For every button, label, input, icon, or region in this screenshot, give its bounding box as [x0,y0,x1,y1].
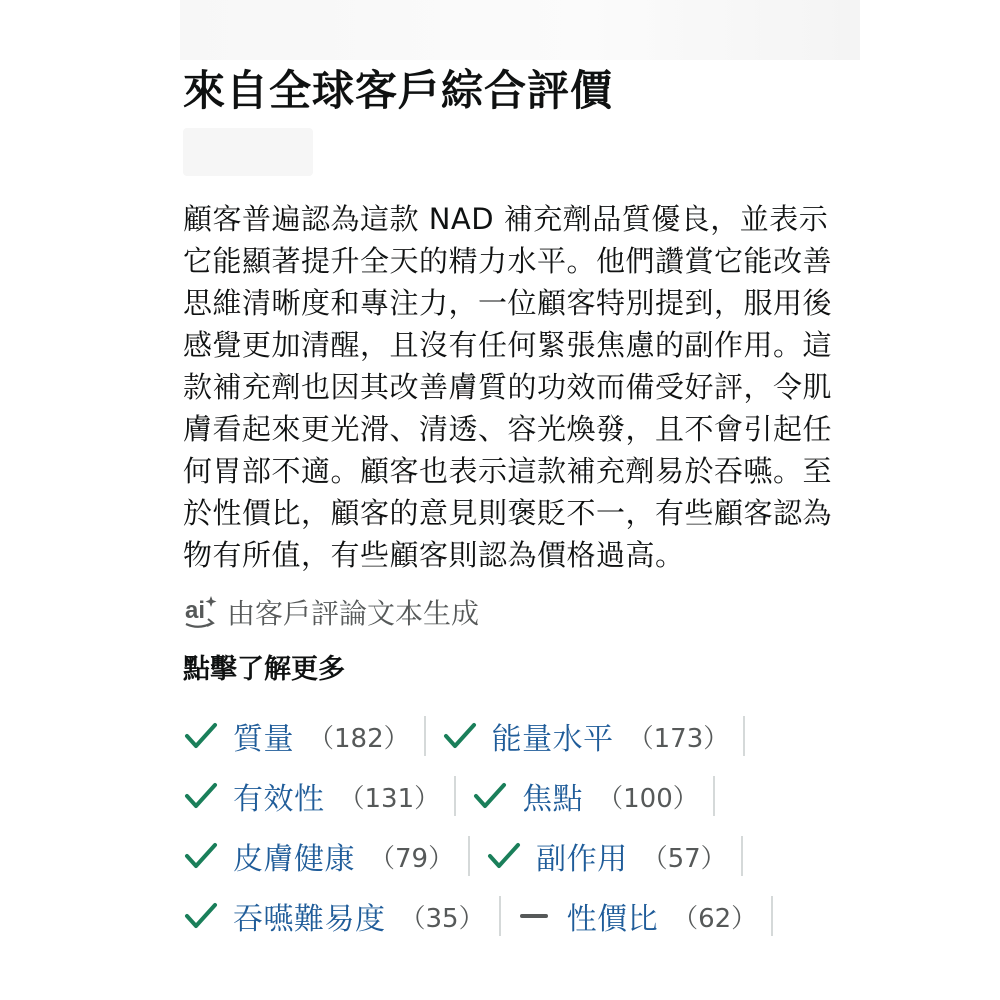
checkmark-icon [472,776,512,816]
checkmark-icon [183,776,223,816]
checkmark-icon [183,716,223,756]
aspect-label: 皮膚健康 [233,842,355,877]
aspect-count: （173） [627,723,730,754]
page-title: 來自全球客戶綜合評價 [183,66,614,115]
aspect-count: （35） [399,903,485,934]
aspect-row [183,766,863,826]
aspect-chip[interactable] [442,716,746,756]
aspect-chip[interactable] [486,836,743,876]
dash-icon [517,896,557,936]
review-summary-panel [183,58,863,946]
checkmark-icon [183,836,223,876]
aspect-chip-list [183,706,863,946]
aspect-label: 焦點 [522,782,584,817]
aspect-label: 有效性 [233,782,325,817]
aspect-label: 能量水平 [491,722,614,757]
aspect-row [183,706,863,766]
aspect-chip[interactable] [183,716,426,756]
checkmark-icon [183,896,223,936]
learn-more-heading: 點擊了解更多 [183,654,345,685]
aspect-label: 吞嚥難易度 [233,902,386,937]
aspect-count: （57） [641,843,727,874]
summary-text: 顧客普遍認為這款 NAD 補充劑品質優良，並表示它能顯著提升全天的精力水平。他們讚賞它能改善思維清晰度和專注力，一位顧客特別提到，服用後感覺更加清醒，且沒有任何緊張焦慮的副作用。這款補充劑也因其改善膚質的功效而備受好評，令肌膚看起來更光滑、清透、容光煥發，且不會引起任何胃部不適。顧客也表示這款補充劑易於吞嚥。至於性價比，顧客的意見則褒貶不一，有些顧客認為物有所值，有些顧客則認為價格過高。 [183,202,833,572]
top-faded-area [180,0,860,60]
aspect-count: （131） [338,783,441,814]
aspect-count: （100） [597,783,699,814]
aspect-row [183,826,863,886]
aspect-label: 性價比 [566,902,659,937]
aspect-chip[interactable] [517,896,774,936]
aspect-label: 副作用 [536,842,628,877]
aspect-count: （62） [672,903,758,934]
aspect-chip[interactable] [183,836,470,876]
checkmark-icon [486,836,526,876]
aspect-count: （182） [308,723,410,754]
ai-note-text: 由客戶評論文本生成 [227,597,480,630]
aspect-chip[interactable] [472,776,715,816]
ai-generated-note [183,590,863,634]
ai-sparkle-icon [183,592,219,632]
aspect-count: （79） [369,843,455,874]
aspect-chip[interactable] [183,896,501,936]
aspect-chip[interactable] [183,776,456,816]
aspect-row [183,886,863,946]
checkmark-icon [442,716,482,756]
aspect-label: 質量 [233,722,294,757]
ai-icon-text: ai [185,597,206,624]
